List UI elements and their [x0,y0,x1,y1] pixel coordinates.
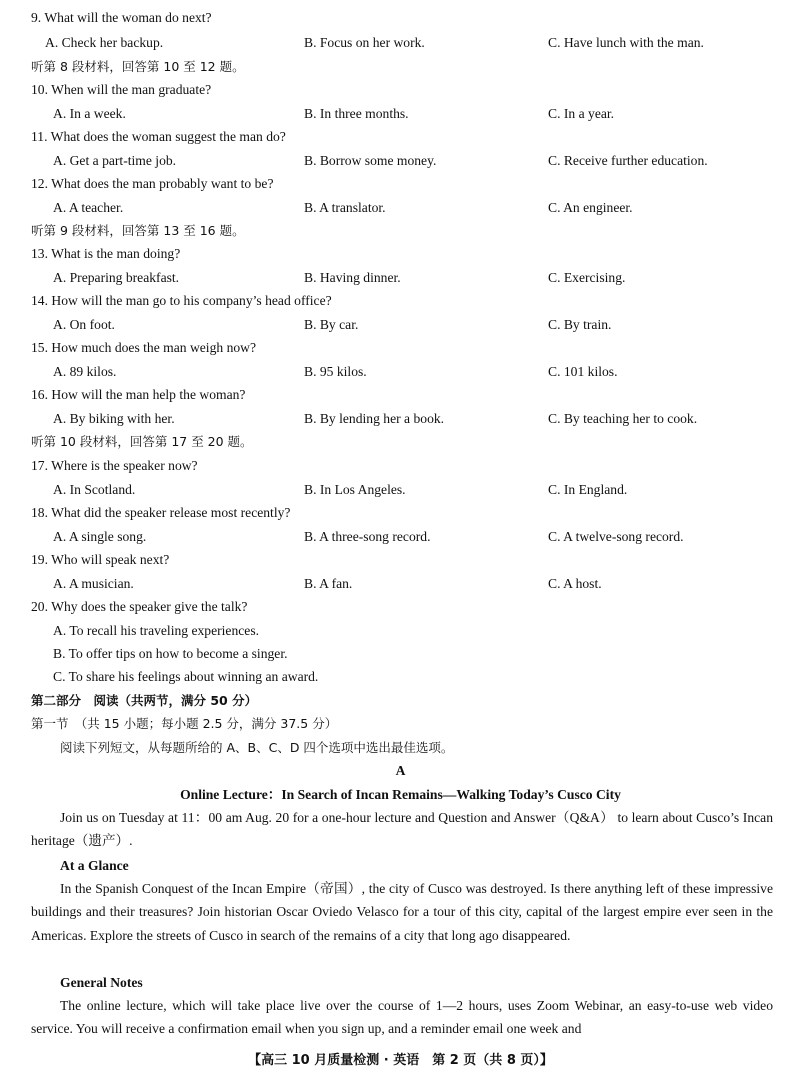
question-17-option-a: A. In Scotland. [53,482,136,497]
question-12-option-b: B. A translator. [304,200,386,215]
question-13-option-c: C. Exercising. [548,270,626,285]
question-15-option-b: B. 95 kilos. [304,364,367,379]
question-17-option-c: C. In England. [548,482,628,497]
section-note-10: 听第 10 段材料，回答第 17 至 20 题。 [31,434,253,449]
question-13-stem: 13. What is the man doing? [31,246,181,261]
question-17-stem: 17. Where is the speaker now? [31,458,198,473]
question-15-option-a: A. 89 kilos. [53,364,117,379]
part2-section1: 第一节 （共 15 小题；每小题 2.5 分，满分 37.5 分） [31,716,338,731]
question-11-stem: 11. What does the woman suggest the man do? [31,129,286,144]
question-20-option-c: C. To share his feelings about winning an award. [53,669,319,684]
question-14-option-c: C. By train. [548,317,612,332]
question-16-option-c: C. By teaching her to cook. [548,411,698,426]
question-10-stem: 10. When will the man graduate? [31,82,212,97]
question-11-option-c: C. Receive further education. [548,153,708,168]
question-15-option-c: C. 101 kilos. [548,364,618,379]
question-15-stem: 15. How much does the man weigh now? [31,340,257,355]
passage-paragraph-1: In the Spanish Conquest of the Incan Empire（帝国）, the city of Cusco was destroyed. Is there anything left of these impressive buildings and their treasures? Join historian Oscar Oviedo Velasco for a tour of this city, capital of the largest empire ever seen in the Americas. Explore the streets of Cusco in search of the remains of a city that long ago disappeared. [31,881,773,943]
question-13-option-a: A. Preparing breakfast. [53,270,180,285]
question-14-option-b: B. By car. [304,317,359,332]
question-17-option-b: B. In Los Angeles. [304,482,406,497]
page-footer: 【高三 10 月质量检测 · 英语 第 2 页（共 8 页）】 [248,1053,553,1068]
question-10-option-a: A. In a week. [53,106,126,121]
question-9-option-c: C. Have lunch with the man. [548,35,704,50]
question-12-stem: 12. What does the man probably want to be? [31,176,274,191]
question-11-option-a: A. Get a part-time job. [53,153,177,168]
question-19-option-c: C. A host. [548,576,602,591]
question-20-option-a: A. To recall his traveling experiences. [53,623,260,638]
passage-paragraph-2: The online lecture, which will take place live over the course of 1—2 hours, uses Zoom Webinar, an easy-to-use web video service. You will receive a confirmation email when you sign up, and a reminder email one week and [31,998,773,1037]
question-19-option-a: A. A musician. [53,576,134,591]
question-10-option-c: C. In a year. [548,106,615,121]
passage-title: Online Lecture：In Search of Incan Remains—Walking Today’s Cusco City [180,787,621,802]
passage-letter: A [395,763,406,778]
question-16-option-a: A. By biking with her. [53,411,175,426]
passage-intro: Join us on Tuesday at 11：00 am Aug. 20 for a one-hour lecture and Question and Answer（Q&A） to learn about Cusco’s Incan heritage（遗产）. [31,810,773,849]
passage-heading-general-notes: General Notes [60,975,143,990]
question-19-option-b: B. A fan. [304,576,353,591]
question-9-stem: 9. What will the woman do next? [31,10,212,25]
question-16-stem: 16. How will the man help the woman? [31,387,246,402]
question-20-stem: 20. Why does the speaker give the talk? [31,599,248,614]
question-14-option-a: A. On foot. [53,317,115,332]
question-18-option-b: B. A three-song record. [304,529,431,544]
question-9-option-a: A. Check her backup. [45,35,164,50]
part2-instruction: 阅读下列短文，从每题所给的 A、B、C、D 四个选项中选出最佳选项。 [60,740,454,755]
part2-heading: 第二部分 阅读（共两节，满分 50 分） [31,693,258,708]
question-18-option-c: C. A twelve-song record. [548,529,684,544]
question-12-option-c: C. An engineer. [548,200,633,215]
question-20-option-b: B. To offer tips on how to become a singer. [53,646,288,661]
question-10-option-b: B. In three months. [304,106,409,121]
passage-heading-at-a-glance: At a Glance [60,858,129,873]
question-16-option-b: B. By lending her a book. [304,411,445,426]
question-14-stem: 14. How will the man go to his company’s head office? [31,293,332,308]
question-12-option-a: A. A teacher. [53,200,124,215]
section-note-9: 听第 9 段材料，回答第 13 至 16 题。 [31,223,245,238]
section-note-8: 听第 8 段材料，回答第 10 至 12 题。 [31,59,245,74]
question-13-option-b: B. Having dinner. [304,270,401,285]
question-18-stem: 18. What did the speaker release most recently? [31,505,291,520]
question-18-option-a: A. A single song. [53,529,147,544]
question-11-option-b: B. Borrow some money. [304,153,437,168]
question-9-option-b: B. Focus on her work. [304,35,425,50]
question-19-stem: 19. Who will speak next? [31,552,170,567]
